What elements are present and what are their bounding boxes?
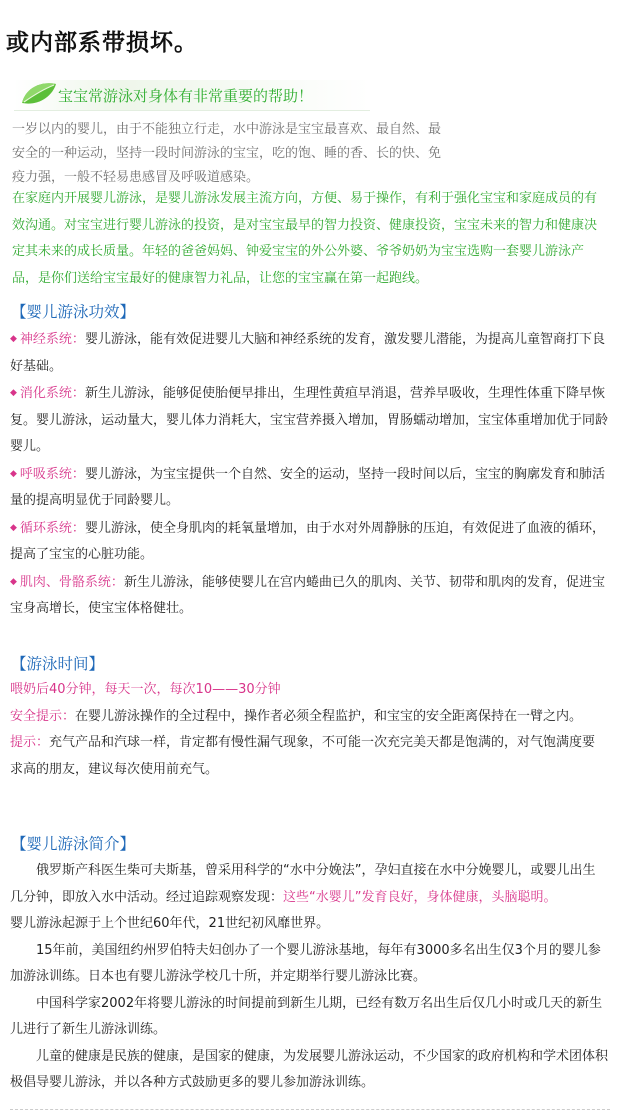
effect-label: 肌肉、骨骼系统： bbox=[19, 574, 124, 590]
intro-paragraph-1 bbox=[10, 858, 608, 911]
effect-item-musculoskeletal bbox=[10, 569, 608, 623]
inflation-tip bbox=[10, 730, 608, 783]
leaf-icon bbox=[18, 81, 58, 107]
effect-text: 新生儿游泳，能够使婴儿在宫内蜷曲已久的肌肉、关节、韧带和肌肉的发育，促进宝宝身高增长，使宝宝体格健壮。 bbox=[10, 574, 605, 616]
effect-item-nervous bbox=[10, 326, 608, 380]
effect-text: 新生儿游泳，能够促使胎便早排出，生理性黄疸早消退，营养早吸收，生理性体重下降早恢复。婴儿游泳，运动量大，婴儿体力消耗大，宝宝营养摄入增加，胃肠蠕动增加，宝宝体重增加优于同龄婴儿。 bbox=[10, 386, 609, 454]
intro-paragraph-3: 15年前，美国纽约州罗伯特夫妇创办了一个婴儿游泳基地，每年有3000多名出生仅3个月的婴儿参加游泳训练。日本也有婴儿游泳学校几十所，并定期举行婴儿游泳比赛。 bbox=[10, 942, 601, 984]
time-heading: 【游泳时间】 bbox=[11, 655, 105, 673]
effect-label: 神经系统： bbox=[19, 332, 85, 347]
intro-p1-highlight: 这些“水婴儿”发育良好，身体健康，头脑聪明。 bbox=[283, 889, 557, 905]
intro-paragraph-2: 婴儿游泳起源于上个世纪60年代，21世纪初风靡世界。 bbox=[10, 916, 330, 931]
intro-paragraph-5: 儿童的健康是民族的健康，是国家的健康，为发展婴儿游泳运动，不少国家的政府机构和学术团体积极倡导婴儿游泳，并以各种方式鼓励更多的婴儿参加游泳训练。 bbox=[10, 1048, 609, 1090]
intro-paragraph-4: 中国科学家2002年将婴儿游泳的时间提前到新生儿期，已经有数万名出生后仅几小时或几天的新生儿进行了新生儿游泳训练。 bbox=[10, 995, 603, 1037]
effect-label: 呼吸系统： bbox=[19, 466, 85, 482]
tip-text: 充气产品和汽球一样，肯定都有慢性漏气现象，不可能一次充完美天都是饱满的，对气饱满度要求高的朋友，建议每次使用前充气。 bbox=[10, 735, 596, 777]
effect-label: 消化系统： bbox=[19, 386, 85, 401]
time-schedule: 喂奶后40分钟，每天一次，每次10——30分钟 bbox=[10, 682, 281, 697]
safety-label: 安全提示： bbox=[10, 708, 76, 724]
safety-note bbox=[10, 704, 608, 731]
bottom-divider bbox=[10, 1109, 610, 1112]
diamond-bullet-icon: ◆ bbox=[10, 388, 17, 398]
effect-text: 婴儿游泳，为宝宝提供一个自然、安全的运动，坚持一段时间以后，宝宝的胸廓发育和肺活量的提高明显优于同龄婴儿。 bbox=[10, 466, 605, 508]
tip-label: 提示： bbox=[10, 735, 50, 750]
effect-label: 循环系统： bbox=[19, 520, 85, 536]
effect-item-circulatory bbox=[10, 515, 608, 569]
safety-text: 在婴儿游泳操作的全过程中，操作者必须全程监护，和宝宝的安全距离保持在一臂之内。 bbox=[75, 708, 583, 724]
intro-block bbox=[10, 858, 608, 1097]
benefit-banner bbox=[14, 80, 370, 111]
diamond-bullet-icon: ◆ bbox=[10, 576, 17, 587]
effect-text: 婴儿游泳，能有效促进婴儿大脑和神经系统的发育，激发婴儿潜能，为提高儿童智商打下良好基础。 bbox=[10, 332, 605, 374]
effect-text: 婴儿游泳，使全身肌肉的耗氧量增加，由于水对外周静脉的压迫，有效促进了血液的循环，提高了宝宝的心脏功能。 bbox=[10, 520, 605, 562]
banner-text: 宝宝常游泳对身体有非常重要的帮助！ bbox=[58, 87, 314, 105]
intro-green-paragraph: 在家庭内开展婴儿游泳，是婴儿游泳发展主流方向，方便、易于操作，有利于强化宝宝和家庭成员的有效沟通。对宝宝进行婴儿游泳的投资，是对宝宝最早的智力投资、健康投资，宝宝未来的智力和健康决定其未来的成长质量。年轻的爸爸妈妈、钟爱宝宝的外公外婆、爷爷奶奶为宝宝选购一套婴儿游泳产品，是你们送给宝宝最好的健康智力礼品，让您的宝宝赢在第一起跑线。 bbox=[12, 191, 598, 286]
diamond-bullet-icon: ◆ bbox=[10, 468, 17, 479]
diamond-bullet-icon: ◆ bbox=[10, 334, 17, 344]
diamond-bullet-icon: ◆ bbox=[10, 522, 17, 533]
effect-item-respiratory bbox=[10, 461, 608, 515]
intro-heading: 【婴儿游泳简介】 bbox=[11, 835, 136, 853]
effects-heading: 【婴儿游泳功效】 bbox=[11, 303, 136, 321]
intro-grey-paragraph: 一岁以内的婴儿，由于不能独立行走，水中游泳是宝宝最喜欢、最自然、最安全的一种运动，坚持一段时间游泳的宝宝，吃的饱、睡的香、长的快、免疫力强，一般不轻易患感冒及呼吸道感染。 bbox=[12, 122, 442, 185]
time-block bbox=[10, 677, 608, 783]
top-title: 或内部系带损坏。 bbox=[6, 30, 198, 56]
effects-list bbox=[10, 326, 608, 623]
intro-p1-text: 俄罗斯产科医生柴可夫斯基，曾采用科学的“水中分娩法”，孕妇直接在水中分娩婴儿，或婴儿出生几分钟，即放入水中活动。经过追踪观察发现： bbox=[10, 863, 596, 905]
effect-item-digestive bbox=[10, 380, 608, 461]
